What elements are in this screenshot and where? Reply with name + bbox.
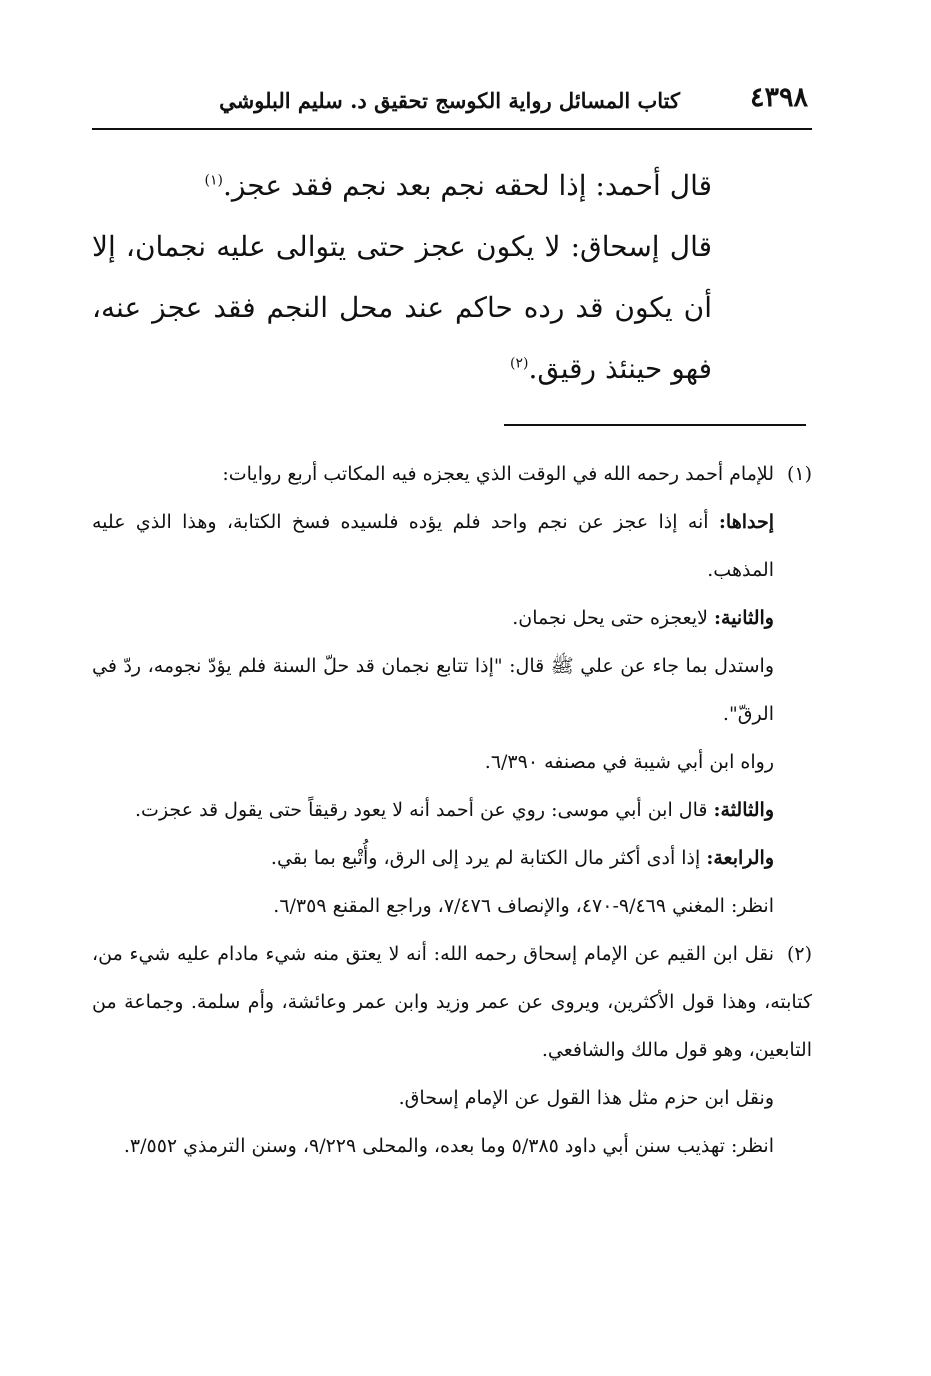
footnote-2-number: (٢) xyxy=(786,943,812,965)
page-header xyxy=(92,84,812,130)
footnotes xyxy=(92,450,812,1170)
fourth-narration-label: والرابعة: xyxy=(706,847,774,869)
footnote-1-fourth xyxy=(92,834,812,882)
footnote-2-text: نقل ابن القيم عن الإمام إسحاق رحمه الله: أنه لا يعتق منه شيء مادام عليه شيء من، كتابته، وهذا قول الأكثرين، ويروى عن عمر وزيد وابن عمر وعائشة، وأم سلمة. وجماعة من التابعين، وهو قول مالك والشافعي. xyxy=(92,943,812,1061)
footnote-1-second xyxy=(92,594,812,642)
footnote-1-number: (١) xyxy=(786,463,812,485)
ishaq-text: قال إسحاق: لا يكون عجز حتى يتوالى عليه نجمان، إلا أن يكون قد رده حاكم عند محل النجم فقد عجز عنه، فهو حينئذ رقيق. xyxy=(92,230,712,385)
footnote-2-ibn-hazm: ونقل ابن حزم مثل هذا القول عن الإمام إسحاق. xyxy=(398,1087,774,1109)
footnote-ref-2[interactable]: (٢) xyxy=(510,355,529,372)
footnote-1-third xyxy=(92,786,812,834)
footnote-ref-1[interactable]: (١) xyxy=(204,172,223,189)
second-narration-label: والثانية: xyxy=(714,607,774,629)
first-narration-text: أنه إذا عجز عن نجم واحد فلم يؤده فلسيده فسخ الكتابة، وهذا الذي عليه المذهب. xyxy=(92,511,774,581)
first-narration-label: إحداها: xyxy=(718,511,774,533)
footnote-1-first xyxy=(92,498,812,594)
ahmad-statement xyxy=(92,155,712,216)
third-narration-text: قال ابن أبي موسى: روي عن أحمد أنه لا يعود رقيقاً حتى يقول قد عجزت. xyxy=(135,799,714,821)
book-title: كتاب المسائل رواية الكوسج تحقيق د. سليم البلوشي xyxy=(219,88,680,113)
header-rule xyxy=(92,128,812,130)
second-narration-text: لايعجزه حتى يحل نجمان. xyxy=(512,607,714,629)
footnote-separator xyxy=(504,424,806,426)
third-narration-label: والثالثة: xyxy=(713,799,774,821)
footnote-1-intro xyxy=(92,450,812,498)
ishaq-statement xyxy=(92,216,712,399)
footnote-1-evidence: واستدل بما جاء عن علي ﷺ قال: "إذا تتابع نجمان قد حلّ السنة فلم يؤدّ نجومه، ردّ في الرقّ". xyxy=(92,655,774,725)
footnote-1-narration: رواه ابن أبي شيبة في مصنفه ٦/٣٩٠. xyxy=(484,751,774,773)
ahmad-text: قال أحمد: إذا لحقه نجم بعد نجم فقد عجز. xyxy=(222,169,712,202)
footnote-1-references: انظر: المغني ٩/٤٦٩-٤٧٠، والإنصاف ٧/٤٧٦، وراجع المقنع ٦/٣٥٩. xyxy=(273,895,774,917)
main-text xyxy=(92,155,712,399)
footnote-1-intro-text: للإمام أحمد رحمه الله في الوقت الذي يعجزه فيه المكاتب أربع روايات: xyxy=(222,463,774,485)
page-number: ٤٣٩٨ xyxy=(749,82,808,113)
footnote-2 xyxy=(92,930,812,1074)
footnote-2-references: انظر: تهذيب سنن أبي داود ٥/٣٨٥ وما بعده، والمحلى ٩/٢٢٩، وسنن الترمذي ٣/٥٥٢. xyxy=(123,1135,774,1157)
fourth-narration-text: إذا أدى أكثر مال الكتابة لم يرد إلى الرق، وأُتْبع بما بقي. xyxy=(270,847,707,869)
